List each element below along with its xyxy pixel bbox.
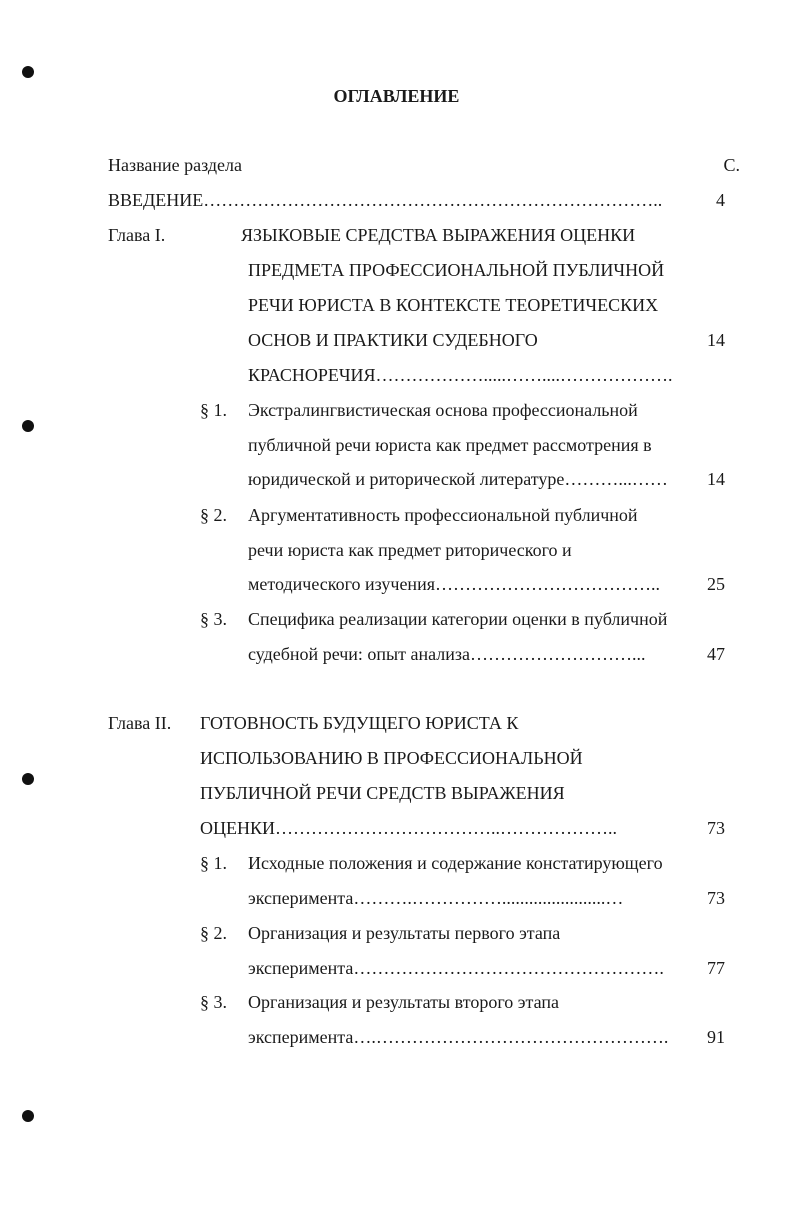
- section-number: § 3.: [200, 609, 227, 629]
- punch-hole: [22, 420, 34, 432]
- chapter-title-line: ОСНОВ И ПРАКТИКИ СУДЕБНОГО: [248, 330, 538, 350]
- section-title-line: эксперимента….………………………………………….: [248, 1027, 669, 1047]
- page-title: ОГЛАВЛЕНИЕ: [333, 86, 460, 106]
- section-title-line: Специфика реализации категории оценки в публичной: [248, 609, 668, 629]
- toc-page-number: 47: [707, 644, 725, 664]
- toc-page-number: 73: [707, 818, 725, 838]
- punch-hole: [22, 1110, 34, 1122]
- section-title-line: Экстралингвистическая основа профессиональной: [248, 400, 638, 420]
- section-title-line: эксперимента……….…………….......................…: [248, 888, 624, 908]
- page-column-header: С.: [723, 155, 740, 175]
- section-title-line: эксперимента…………………………………………….: [248, 958, 664, 978]
- section-title-line: юридической и риторической литературе………...……: [248, 469, 668, 489]
- section-number: § 2.: [200, 923, 227, 943]
- section-title-line: речи юриста как предмет риторического и: [248, 540, 572, 560]
- section-number: § 2.: [200, 505, 227, 525]
- chapter-title-line: ИСПОЛЬЗОВАНИЮ В ПРОФЕССИОНАЛЬНОЙ: [200, 748, 583, 768]
- chapter-title-line: ПРЕДМЕТА ПРОФЕССИОНАЛЬНОЙ ПУБЛИЧНОЙ: [248, 260, 665, 280]
- chapter-label: Глава II.: [108, 713, 172, 733]
- section-number: § 3.: [200, 992, 227, 1012]
- chapter-title-line: ПУБЛИЧНОЙ РЕЧИ СРЕДСТВ ВЫРАЖЕНИЯ: [200, 783, 565, 803]
- chapter-title-line: КРАСНОРЕЧИЯ……………….....……....……………….: [248, 365, 673, 385]
- toc-page-number: 4: [716, 190, 725, 210]
- chapter-label: Глава I.: [108, 225, 166, 245]
- chapter-title-line: ЯЗЫКОВЫЕ СРЕДСТВА ВЫРАЖЕНИЯ ОЦЕНКИ: [241, 225, 636, 245]
- toc-entry-introduction: ВВЕДЕНИЕ…………………………………………………………………..: [108, 190, 663, 210]
- chapter-title-line: ГОТОВНОСТЬ БУДУЩЕГО ЮРИСТА К: [200, 713, 519, 733]
- toc-page-number: 14: [707, 330, 725, 350]
- section-title-line: Исходные положения и содержание констатирующего: [248, 853, 663, 873]
- toc-page-number: 25: [707, 574, 725, 594]
- section-title-line: Аргументативность профессиональной публичной: [248, 505, 638, 525]
- section-column-header: Название раздела: [108, 155, 242, 175]
- toc-page-number: 73: [707, 888, 725, 908]
- section-title-line: методического изучения………………………………..: [248, 574, 660, 594]
- toc-page-number: 91: [707, 1027, 725, 1047]
- section-title-line: судебной речи: опыт анализа………………………...: [248, 644, 646, 664]
- section-number: § 1.: [200, 400, 227, 420]
- section-title-line: публичной речи юриста как предмет рассмотрения в: [248, 435, 652, 455]
- punch-hole: [22, 66, 34, 78]
- section-number: § 1.: [200, 853, 227, 873]
- section-title-line: Организация и результаты второго этапа: [248, 992, 559, 1012]
- chapter-title-line: ОЦЕНКИ………………………………..………………..: [200, 818, 617, 838]
- punch-hole: [22, 773, 34, 785]
- toc-page-number: 77: [707, 958, 725, 978]
- chapter-title-line: РЕЧИ ЮРИСТА В КОНТЕКСТЕ ТЕОРЕТИЧЕСКИХ: [248, 295, 659, 315]
- section-title-line: Организация и результаты первого этапа: [248, 923, 561, 943]
- toc-page-number: 14: [707, 469, 725, 489]
